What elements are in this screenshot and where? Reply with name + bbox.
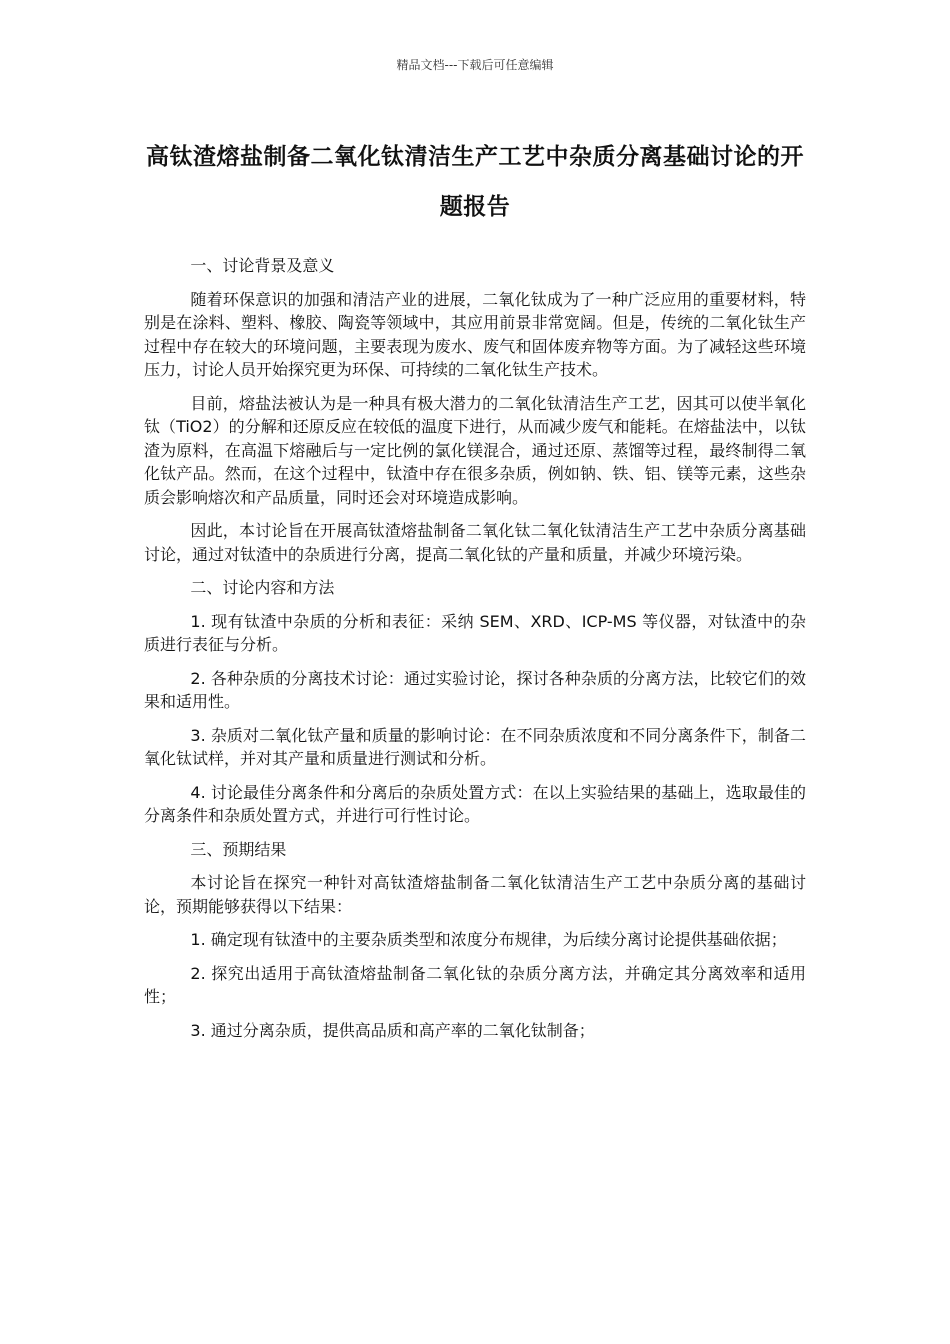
list-item: 3. 通过分离杂质，提供高品质和高产率的二氧化钛制备； [190,1020,595,1040]
list-item: 1. 现有钛渣中杂质的分析和表征：采纳 SEM、XRD、ICP-MS 等仪器，对钛渣中的杂质进行表征与分析。 [144,611,806,654]
list-item: 3. 杂质对二氧化钛产量和质量的影响讨论：在不同杂质浓度和不同分离条件下，制备二氧化钛试样，并对其产量和质量进行测试和分析。 [144,725,806,768]
section-heading: 一、讨论背景及意义 [190,256,335,275]
page-header: 精品文档---下载后可任意编辑 [396,58,554,72]
paragraph: 目前，熔盐法被认为是一种具有极大潜力的二氧化钛清洁生产工艺，因其可以使半氧化钛（TiO2）的分解和还原反应在较低的温度下进行，从而减少废气和能耗。在熔盐法中，以钛渣为原料，在高温下熔融后与一定比例的氯化镁混合，通过还原、蒸馏等过程，最终制得二氧化钛产品。然而，在这个过程中，钛渣中存在很多杂质，例如钠、铁、铝、镁等元素，这些杂质会影响熔次和产品质量，同时还会对环境造成影响。 [144,393,806,507]
list-item: 1. 确定现有钛渣中的主要杂质类型和浓度分布规律，为后续分离讨论提供基础依据； [190,930,787,949]
section-heading: 二、讨论内容和方法 [190,578,335,597]
section-heading: 三、预期结果 [190,839,287,859]
paragraph: 本讨论旨在探究一种针对高钛渣熔盐制备二氧化钛清洁生产工艺中杂质分离的基础讨论，预期能够获得以下结果： [144,873,806,916]
document-title: 高钛渣熔盐制备二氧化钛清洁生产工艺中杂质分离基础讨论的开题报告 [146,144,804,220]
document-body [144,254,806,1052]
list-item: 2. 探究出适用于高钛渣熔盐制备二氧化钛的杂质分离方法，并确定其分离效率和适用性； [144,963,806,1006]
paragraph: 随着环保意识的加强和清洁产业的进展，二氧化钛成为了一种广泛应用的重要材料，特别是在涂料、塑料、橡胶、陶瓷等领域中，其应用前景非常宽阔。但是，传统的二氧化钛生产过程中存在较大的环境问题，主要表现为废水、废气和固体废弃物等方面。为了减轻这些环境压力，讨论人员开始探究更为环保、可持续的二氧化钛生产技术。 [144,289,806,379]
list-item: 4. 讨论最佳分离条件和分离后的杂质处置方式：在以上实验结果的基础上，选取最佳的分离条件和杂质处置方式，并进行可行性讨论。 [144,782,806,825]
list-item: 2. 各种杂质的分离技术讨论：通过实验讨论，探讨各种杂质的分离方法，比较它们的效果和适用性。 [144,668,806,711]
paragraph: 因此，本讨论旨在开展高钛渣熔盐制备二氧化钛二氧化钛清洁生产工艺中杂质分离基础讨论，通过对钛渣中的杂质进行分离，提高二氧化钛的产量和质量，并减少环境污染。 [144,521,806,564]
